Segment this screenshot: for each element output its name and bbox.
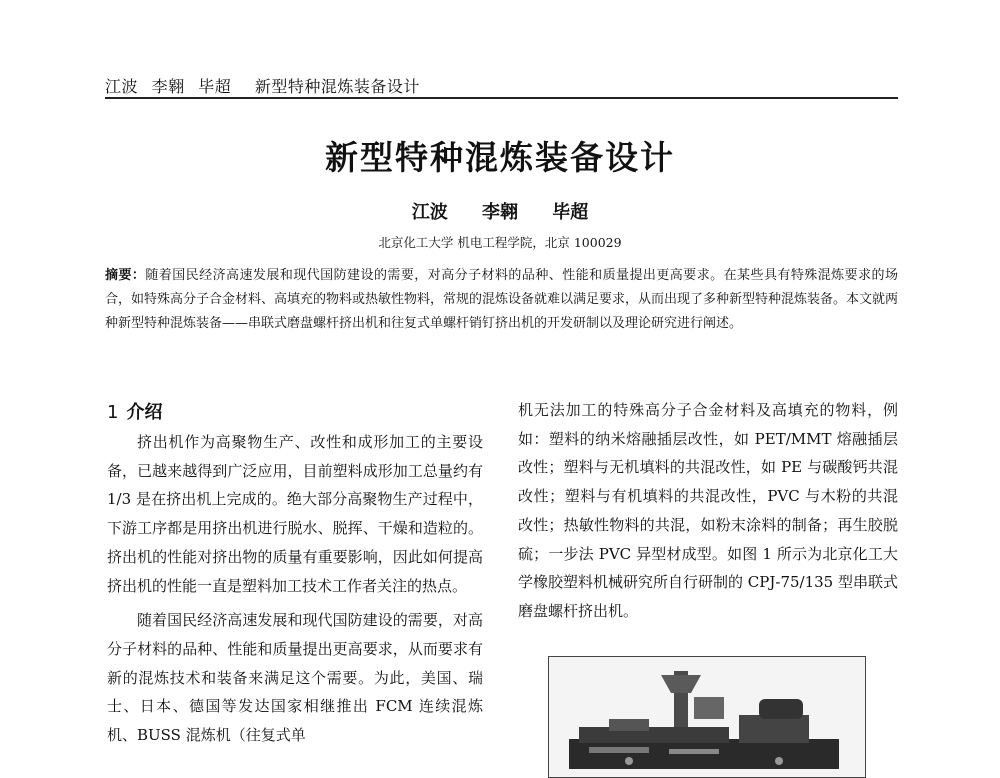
author-list <box>0 198 1000 224</box>
author: 李翱 <box>482 202 518 223</box>
body-paragraph: 机无法加工的特殊高分子合金材料及高填充的物料，例如：塑料的纳米熔融插层改性，如 PET/MMT 熔融插层改性；塑料与无机填料的共混改性，如 PE 与碳酸钙共混改性；塑料与有机填料的共混改性，PVC 与木粉的共混改性；热敏性物料的共混，如粉末涂料的制备；再生胶脱硫；一步法 PVC 异型材成型。如图 1 所示为北京化工大学橡胶塑料机械研究所自行研制的 CPJ-75/135 型串联式磨盘螺杆挤出机。 <box>518 401 898 620</box>
running-head-title: 新型特种混炼装备设计 <box>254 77 420 96</box>
running-head-author: 李翱 <box>151 77 185 96</box>
section-number: 1 <box>107 402 119 423</box>
body-paragraph: 挤出机作为高聚物生产、改性和成形加工的主要设备，已越来越得到广泛应用，目前塑料成形加工总量约有 1/3 是在挤出机上完成的。绝大部分高聚物生产过程中，下游工序都是用挤出机进行脱水、脱挥、干燥和造粒的。挤出机的性能对挤出物的质量有重要影响，因此如何提高挤出机的性能一直是塑料加工技术工作者关注的热点。 <box>107 433 483 595</box>
paper-title: 新型特种混炼装备设计 <box>325 138 675 177</box>
right-column <box>518 396 898 626</box>
affiliation: 北京化工大学 机电工程学院，北京 100029 <box>378 235 622 250</box>
extruder-photo-image <box>549 657 865 777</box>
running-head-author: 毕超 <box>198 77 232 96</box>
section-title: 介绍 <box>126 402 163 423</box>
author: 毕超 <box>552 202 589 223</box>
author: 江波 <box>411 202 448 223</box>
running-head-author: 江波 <box>105 77 139 96</box>
abstract-label: 摘要： <box>105 268 146 283</box>
section-heading <box>107 398 162 424</box>
running-head <box>105 74 428 97</box>
left-column <box>107 428 483 750</box>
figure-extruder-photo <box>548 656 866 778</box>
abstract <box>105 264 898 336</box>
body-paragraph: 随着国民经济高速发展和现代国防建设的需要，对高分子材料的品种、性能和质量提出更高要求，从而要求有新的混炼技术和装备来满足这个需要。为此，美国、瑞士、日本、德国等发达国家相继推出 FCM 连续混炼机、BUSS 混炼机（往复式单 <box>107 611 483 745</box>
header-rule <box>105 97 898 99</box>
abstract-text: 随着国民经济高速发展和现代国防建设的需要，对高分子材料的品种、性能和质量提出更高要求。在某些具有特殊混炼要求的场合，如特殊高分子合金材料、高填充的物料或热敏性物料，常规的混炼设备就难以满足要求，从而出现了多种新型特种混炼装备。本文就两种新型特种混炼装备——串联式磨盘螺杆挤出机和往复式单螺杆销钉挤出机的开发研制以及理论研究进行阐述。 <box>105 268 899 331</box>
